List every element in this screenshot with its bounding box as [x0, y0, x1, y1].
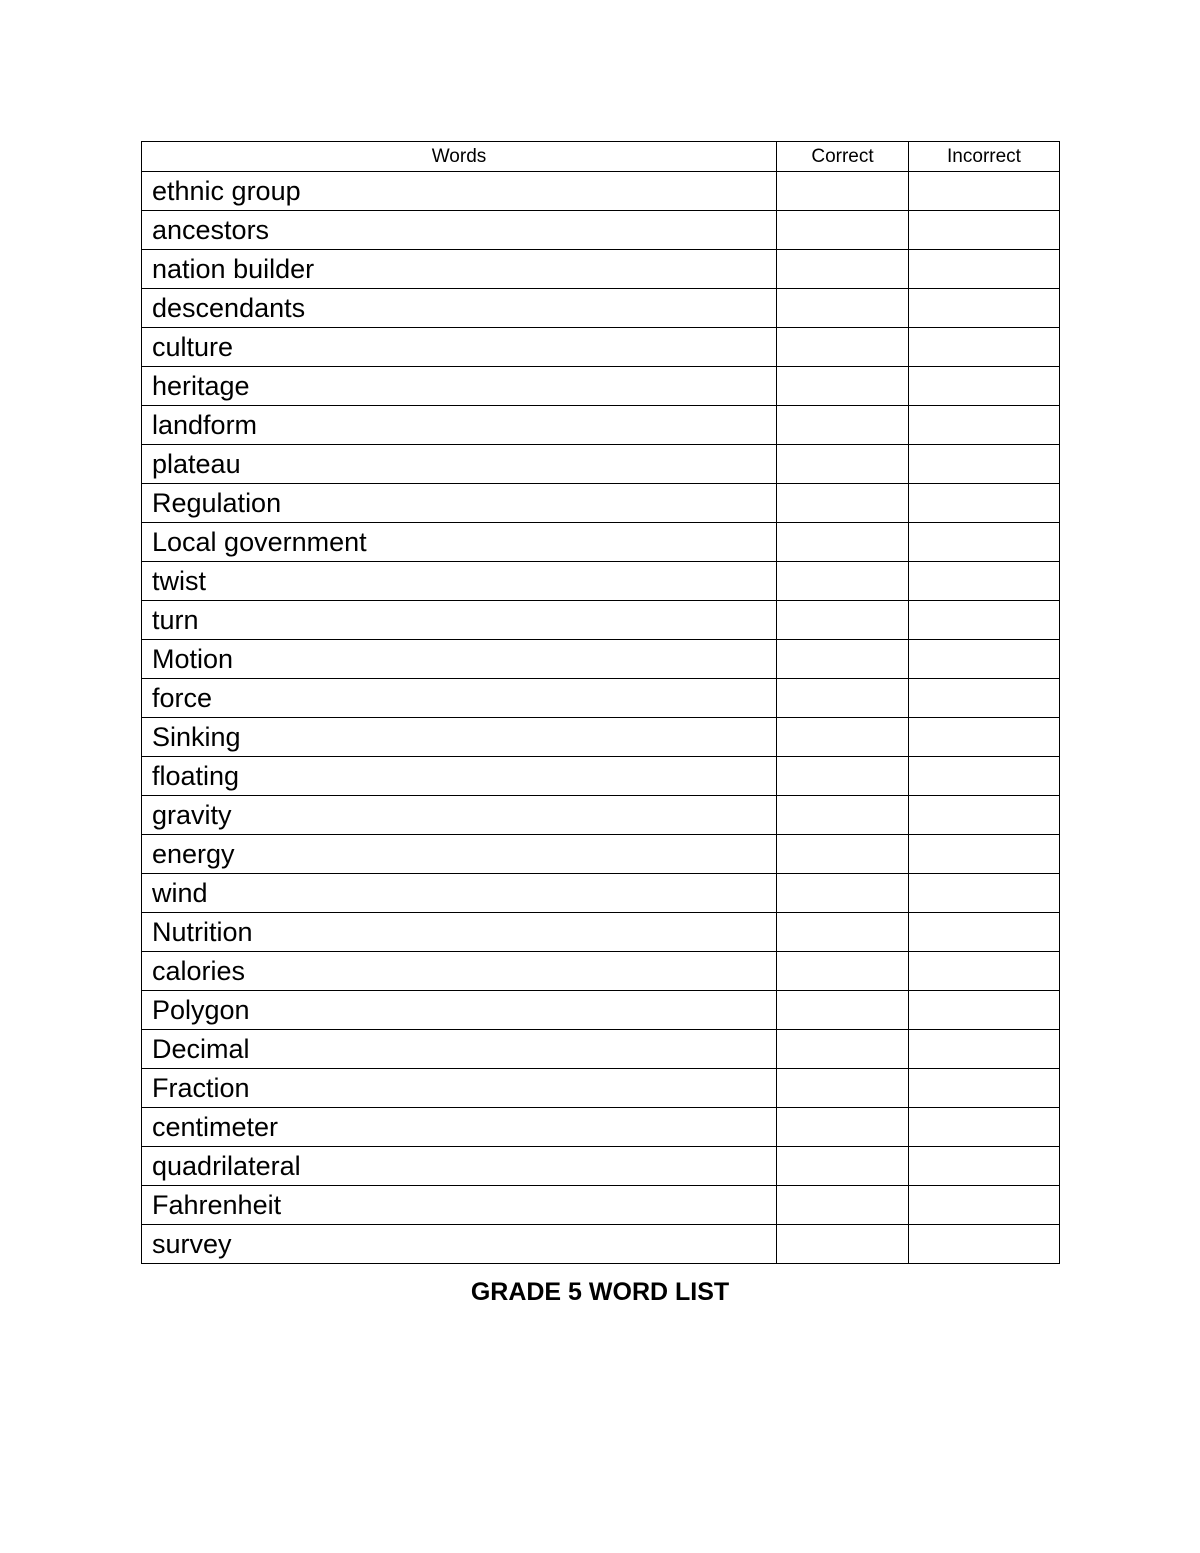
- table-row: [142, 289, 1060, 328]
- word-cell: turn: [142, 601, 777, 640]
- table-row: [142, 328, 1060, 367]
- word-rows: [142, 172, 1060, 1264]
- table-row: [142, 913, 1060, 952]
- table-row: [142, 757, 1060, 796]
- correct-cell[interactable]: [777, 757, 909, 796]
- word-cell: descendants: [142, 289, 777, 328]
- word-cell: ethnic group: [142, 172, 777, 211]
- table-row: [142, 445, 1060, 484]
- table-row: [142, 1225, 1060, 1264]
- word-cell: Fraction: [142, 1069, 777, 1108]
- incorrect-cell[interactable]: [909, 679, 1060, 718]
- incorrect-cell[interactable]: [909, 874, 1060, 913]
- correct-cell[interactable]: [777, 445, 909, 484]
- table-row: [142, 952, 1060, 991]
- word-cell: Motion: [142, 640, 777, 679]
- table-row: [142, 367, 1060, 406]
- table-row: [142, 1186, 1060, 1225]
- word-cell: force: [142, 679, 777, 718]
- incorrect-cell[interactable]: [909, 1225, 1060, 1264]
- table-row: [142, 991, 1060, 1030]
- incorrect-cell[interactable]: [909, 172, 1060, 211]
- incorrect-cell[interactable]: [909, 1069, 1060, 1108]
- table-row: [142, 1147, 1060, 1186]
- table-row: [142, 211, 1060, 250]
- correct-cell[interactable]: [777, 484, 909, 523]
- word-cell: Regulation: [142, 484, 777, 523]
- incorrect-cell[interactable]: [909, 523, 1060, 562]
- word-cell: Polygon: [142, 991, 777, 1030]
- word-cell: landform: [142, 406, 777, 445]
- correct-cell[interactable]: [777, 1186, 909, 1225]
- incorrect-cell[interactable]: [909, 1186, 1060, 1225]
- incorrect-cell[interactable]: [909, 445, 1060, 484]
- incorrect-cell[interactable]: [909, 1030, 1060, 1069]
- table-row: [142, 874, 1060, 913]
- correct-cell[interactable]: [777, 1069, 909, 1108]
- correct-cell[interactable]: [777, 328, 909, 367]
- incorrect-cell[interactable]: [909, 796, 1060, 835]
- incorrect-cell[interactable]: [909, 718, 1060, 757]
- incorrect-cell[interactable]: [909, 367, 1060, 406]
- incorrect-cell[interactable]: [909, 250, 1060, 289]
- table-row: [142, 562, 1060, 601]
- word-cell: centimeter: [142, 1108, 777, 1147]
- correct-cell[interactable]: [777, 640, 909, 679]
- correct-cell[interactable]: [777, 289, 909, 328]
- correct-cell[interactable]: [777, 913, 909, 952]
- correct-cell[interactable]: [777, 679, 909, 718]
- table-row: [142, 835, 1060, 874]
- table-row: [142, 172, 1060, 211]
- table-row: [142, 484, 1060, 523]
- table-header-row: [142, 142, 1060, 172]
- table-row: [142, 1030, 1060, 1069]
- correct-cell[interactable]: [777, 1225, 909, 1264]
- table-row: [142, 601, 1060, 640]
- correct-cell[interactable]: [777, 562, 909, 601]
- correct-cell[interactable]: [777, 601, 909, 640]
- word-cell: Fahrenheit: [142, 1186, 777, 1225]
- correct-cell[interactable]: [777, 211, 909, 250]
- word-cell: culture: [142, 328, 777, 367]
- word-cell: Decimal: [142, 1030, 777, 1069]
- word-cell: nation builder: [142, 250, 777, 289]
- header-words: Words: [142, 142, 777, 172]
- incorrect-cell[interactable]: [909, 640, 1060, 679]
- correct-cell[interactable]: [777, 1108, 909, 1147]
- word-cell: Sinking: [142, 718, 777, 757]
- word-cell: survey: [142, 1225, 777, 1264]
- word-cell: energy: [142, 835, 777, 874]
- word-cell: floating: [142, 757, 777, 796]
- incorrect-cell[interactable]: [909, 991, 1060, 1030]
- correct-cell[interactable]: [777, 952, 909, 991]
- correct-cell[interactable]: [777, 874, 909, 913]
- table-row: [142, 250, 1060, 289]
- correct-cell[interactable]: [777, 835, 909, 874]
- header-correct: Correct: [777, 142, 909, 172]
- table-row: [142, 406, 1060, 445]
- incorrect-cell[interactable]: [909, 406, 1060, 445]
- word-cell: wind: [142, 874, 777, 913]
- table-row: [142, 718, 1060, 757]
- correct-cell[interactable]: [777, 796, 909, 835]
- word-cell: Local government: [142, 523, 777, 562]
- table-row: [142, 640, 1060, 679]
- table-row: [142, 679, 1060, 718]
- word-cell: calories: [142, 952, 777, 991]
- correct-cell[interactable]: [777, 1030, 909, 1069]
- incorrect-cell[interactable]: [909, 562, 1060, 601]
- correct-cell[interactable]: [777, 718, 909, 757]
- incorrect-cell[interactable]: [909, 601, 1060, 640]
- word-cell: heritage: [142, 367, 777, 406]
- header-incorrect: Incorrect: [909, 142, 1060, 172]
- incorrect-cell[interactable]: [909, 835, 1060, 874]
- table-row: [142, 1069, 1060, 1108]
- correct-cell[interactable]: [777, 172, 909, 211]
- incorrect-cell[interactable]: [909, 328, 1060, 367]
- table-row: [142, 1108, 1060, 1147]
- word-cell: gravity: [142, 796, 777, 835]
- incorrect-cell[interactable]: [909, 289, 1060, 328]
- word-cell: quadrilateral: [142, 1147, 777, 1186]
- correct-cell[interactable]: [777, 250, 909, 289]
- table-row: [142, 796, 1060, 835]
- correct-cell[interactable]: [777, 1147, 909, 1186]
- incorrect-cell[interactable]: [909, 913, 1060, 952]
- correct-cell[interactable]: [777, 991, 909, 1030]
- incorrect-cell[interactable]: [909, 211, 1060, 250]
- word-cell: ancestors: [142, 211, 777, 250]
- page-title: GRADE 5 WORD LIST: [470, 1278, 730, 1306]
- word-cell: Nutrition: [142, 913, 777, 952]
- incorrect-cell[interactable]: [909, 757, 1060, 796]
- table-row: [142, 523, 1060, 562]
- correct-cell[interactable]: [777, 367, 909, 406]
- word-cell: plateau: [142, 445, 777, 484]
- correct-cell[interactable]: [777, 523, 909, 562]
- word-cell: twist: [142, 562, 777, 601]
- incorrect-cell[interactable]: [909, 484, 1060, 523]
- correct-cell[interactable]: [777, 406, 909, 445]
- incorrect-cell[interactable]: [909, 952, 1060, 991]
- word-list-table: [141, 141, 1060, 1264]
- incorrect-cell[interactable]: [909, 1108, 1060, 1147]
- incorrect-cell[interactable]: [909, 1147, 1060, 1186]
